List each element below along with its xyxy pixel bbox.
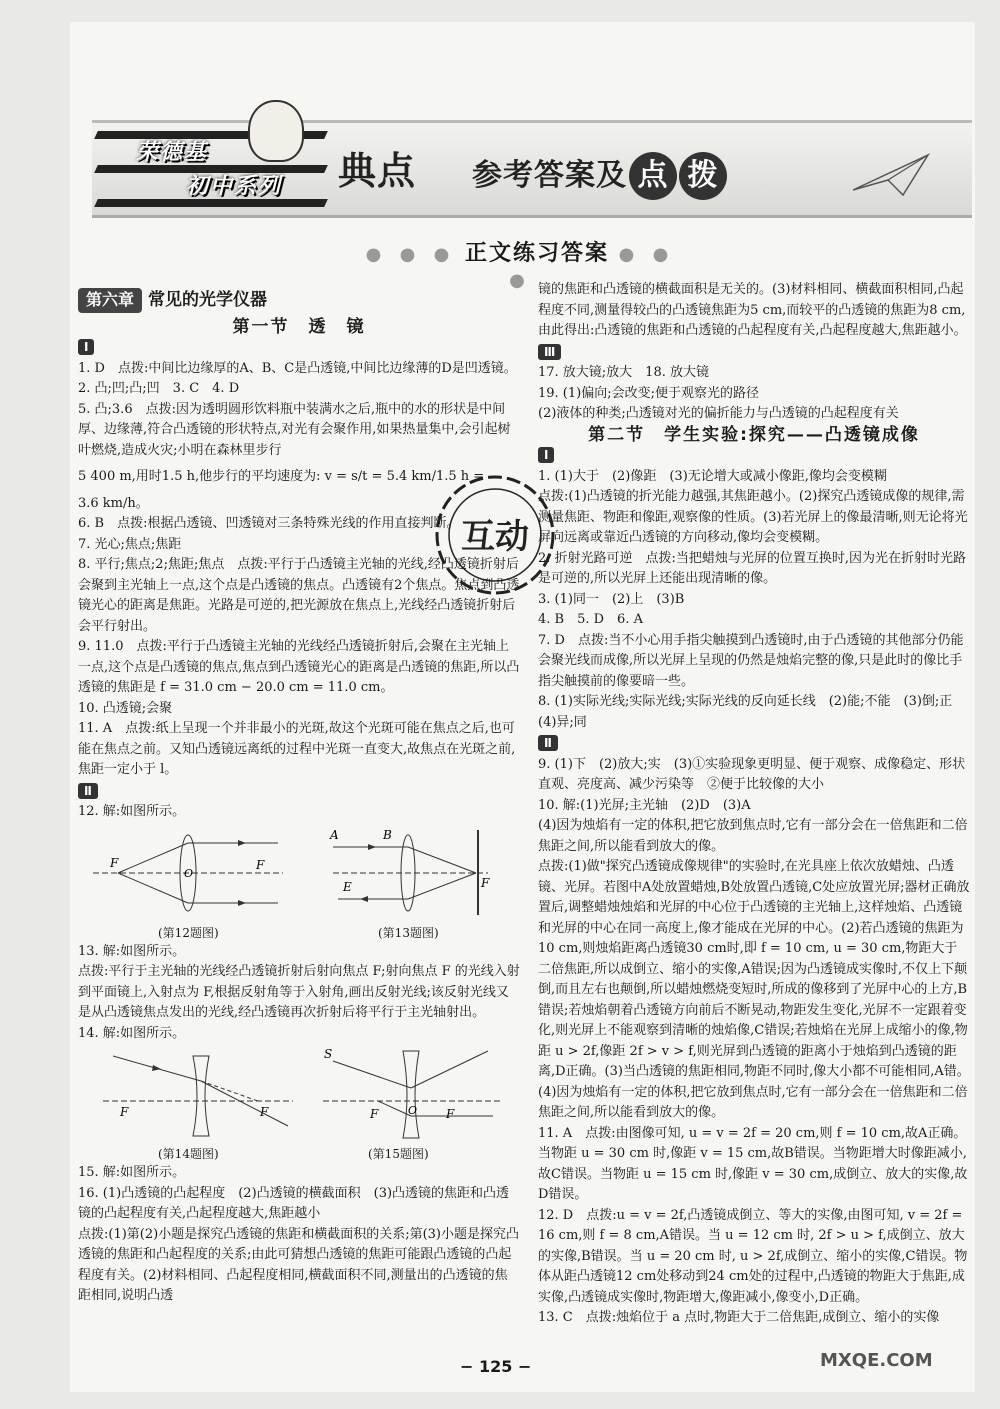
svg-text:F: F <box>256 857 265 872</box>
answer-item: 5 400 m,用时1.5 h,他步行的平均速度为: v = s/t = 5.4 km/1.5 h = <box>78 469 485 484</box>
svg-text:E: E <box>343 879 352 894</box>
answer-item: 4. B 5. D 6. A <box>538 612 643 627</box>
answer-note: 点拨:(1)第(2)小题是探究凸透镜的焦距和横截面积的关系;第(3)小题是探究凸透镜的焦距和凸起程度的关系;由此可猜想凸透镜的焦距可能跟凸透镜的凸起程度有关。(2)材料相同、凸起程度相同,横截面积不同,测量出的凸透镜的焦距相同,说明凸透 <box>78 1226 520 1303</box>
chapter-title: 常见的光学仪器 <box>148 290 268 310</box>
answer-item: 2. 折射光路可逆 点拨:当把蜡烛与光屏的位置互换时,因为光在折射时光路是可逆的,所以光屏上还能出现清晰的像。 <box>538 550 967 586</box>
answer-item: 11. A 点拨:纸上呈现一个并非最小的光斑,故这个光斑可能在焦点之后,也可能在焦点之前。又知凸透镜远离纸的过程中光斑一直变大,故焦点在光斑之前,焦距一定小于 l。 <box>78 721 516 777</box>
answer-item: 镜的焦距和凸透镜的横截面积是无关的。(3)材料相同、横截面积相同,凸起程度不同,测量得较凸的凸透镜焦距为5 cm,而较平的凸透镜的焦距为8 cm,由此得出:凸透镜的焦距和凸透镜的凸起程度有关,凸起程度越大,焦距越小。 <box>538 282 967 338</box>
answer-item: 13. C 点拨:烛焰位于 a 点时,物距大于二倍焦距,成倒立、缩小的实像 <box>538 1310 940 1325</box>
answer-note: 点拨:平行于主光轴的光线经凸透镜折射后射向焦点 F;射向焦点 F 的光线入射到平面镜上,入射点为 F,根据反射角等于入射角,画出反射光线;该反射光线又是从凸透镜焦点发出的光线,经凸透镜再次折射后将平行于主光轴射出。 <box>78 964 520 1020</box>
figure-12 <box>88 825 288 920</box>
answer-item: 5. 凸;3.6 点拨:因为透明圆形饮料瓶中装满水之后,瓶中的水的形状是中间厚、边缘薄,符合凸透镜的形状特点,对光有会聚作用,如果热量集中,会引起树叶燃烧,造成火灾;小明在森林里步行 <box>78 401 511 458</box>
answer-item: 3. (1)同一 (2)上 (3)B <box>538 591 685 607</box>
answer-item: 3.6 km/h。 <box>78 495 149 511</box>
figure-row-12-13 <box>78 825 520 940</box>
figure-row-14-15 <box>78 1046 520 1161</box>
title-circle-1: 点 <box>629 152 677 200</box>
watermark-text: MXQE.COM <box>820 1350 933 1371</box>
answer-item: 12. 解:如图所示。 <box>78 804 186 819</box>
circular-stamp <box>420 470 570 600</box>
svg-text:F: F <box>110 855 119 870</box>
svg-text:O: O <box>184 866 194 880</box>
answer-item: 7. 光心;焦点;焦距 <box>78 536 182 552</box>
svg-text:F: F <box>370 1107 379 1121</box>
level-badge: Ⅲ <box>538 344 561 360</box>
answer-item: 12. D 点拨:u = v = 2f,凸透镜成倒立、等大的实像,由图可知, v = 2f = 16 cm,则 f = 8 cm,A错误。当 u = 12 cm 时, 2f > u > f,成倒立、放大的实像,B错误。当 u = 20 cm 时, u > 2f,成倒立、缩小的实像,C错误。物体从距凸透镜12 cm处移动到24 cm处的过程中,凸透镜的物距大于焦距,成实像,凸透镜成实像时,物距增大,像距减小,像变小,D正确。 <box>538 1207 968 1305</box>
answer-item: 16. (1)凸透镜的凸起程度 (2)凸透镜的横截面积 (3)凸透镜的焦距和凸透镜的凸起程度有关,凸起程度越大,焦距越小 <box>78 1185 510 1221</box>
author-portrait-icon <box>248 100 304 162</box>
section-title-text: 正文练习答案 <box>464 241 609 266</box>
level-badge: Ⅰ <box>538 447 554 463</box>
banner-title <box>472 150 727 200</box>
answer-item: 10. 凸透镜;会聚 <box>78 700 173 716</box>
svg-text:O: O <box>408 1104 418 1117</box>
answer-item: 8. 平行;焦点;2;焦距;焦点 点拨:平行于凸透镜主光轴的光线,经凸透镜折射后会聚到主光轴上一点,这个点是凸透镜的焦点。凸透镜有2个焦点。焦点到凸透镜光心的距离是焦距。光路是可逆的,把光源放在焦点上,光线经凸透镜折射后会平行射出。 <box>78 557 520 634</box>
figure-caption: (第13题图) <box>378 925 439 940</box>
level-badge: Ⅰ <box>78 339 94 355</box>
left-column <box>78 288 520 1307</box>
svg-text:S: S <box>324 1047 333 1061</box>
right-column <box>538 280 970 1329</box>
answer-item: 11. A 点拨:由图像可知, u = v = 2f = 20 cm,则 f = 10 cm,故A正确。当物距 u = 30 cm 时,像距 v = 15 cm,故B错误。当物距增大时像距减小,故C错误。当物距 u = 15 cm 时,像距 v = 30 cm,成倒立、放大的实像,故D错误。 <box>538 1125 968 1202</box>
answer-item: 15. 解:如图所示。 <box>78 1165 186 1180</box>
answer-item: 6. B 点拨:根据凸透镜、凹透镜对三条特殊光线的作用直接判断。 <box>78 516 460 531</box>
answer-item: 17. 放大镜;放大 18. 放大镜 <box>538 365 709 380</box>
chapter-label: 第六章 <box>78 288 142 313</box>
answer-item: 7. D 点拨:当不小心用手指尖触摸到凸透镜时,由于凸透镜的其他部分仍能会聚光线而成像,所以光屏上呈现的仍然是烛焰完整的像,只是此时的像比手指尖触摸前的像要暗一些。 <box>538 632 964 689</box>
answer-item: 8. (1)实际光线;实际光线;实际光线的反向延长线 (2)能;不能 (3)倒;正 (4)异;同 <box>538 694 966 730</box>
answer-item: 9. 11.0 点拨:平行于凸透镜主光轴的光线经凸透镜折射后,会聚在主光轴上一点,这个点是凸透镜的焦点,焦点到凸透镜光心的距离是凸透镜的焦距,所以凸透镜的焦距是 f = 31.0 cm − 20.0 cm = 11.0 cm。 <box>78 639 520 695</box>
answer-item: (2)液体的种类;凸透镜对光的偏折能力与凸透镜的凸起程度有关 <box>538 406 899 421</box>
answer-item: 13. 解:如图所示。 <box>78 943 186 959</box>
paper-plane-icon <box>848 150 948 200</box>
section-title: ● ● ● 正文练习答案 ● ● ● <box>365 241 675 291</box>
answer-item: 19. (1)偏向;会改变;便于观察光的路径 <box>538 385 759 401</box>
answer-item: (4)因为烛焰有一定的体积,把它放到焦点时,它有一部分会在一倍焦距和二倍焦距之间,所以能看到放大的像。 <box>538 818 968 854</box>
answer-item: 10. 解:(1)光屏;主光轴 (2)D (3)A <box>538 797 751 813</box>
svg-text:F: F <box>260 1105 269 1119</box>
answer-note: 点拨:(1)做"探究凸透镜成像规律"的实验时,在光具座上依次放蜡烛、凸透镜、光屏。若图中A处放置蜡烛,B处放置凸透镜,C处应放置光屏;器材正确放置后,调整蜡烛烛焰和光屏的中心位于凸透镜的主光轴上,这样烛焰、凸透镜和光屏的中心在同一高度上,像才能成在光屏的中心。(2)若凸透镜的焦距为10 cm,则烛焰距离凸透镜30 cm时,即 f = 10 cm, u = 30 cm,物距大于二倍焦距,所以成倒立、缩小的实像,A错误;因为凸透镜成实像时,不仅上下颠倒,而且左右也颠倒,所以蜡烛燃烧变短时,所成的像移到了光屏中心的上方,B错误;若烛焰朝着凸透镜方向前后不断晃动,物距发生变化,光屏不一定跟着变化,则光屏上不能观察到清晰的烛焰像,C错误;若烛焰在光屏上成缩小的像,物距 u > 2f,像距 2f > v > f,则光屏到凸透镜的距离小于烛焰到凸透镜的距离,D正确。(3)当凸透镜的焦距相同,物距不同时,像大小都不可能相同,A错。(4)因为烛焰有一定的体积,把它放到焦点时,它有一部分会在一倍焦距和二倍焦距之间,所以能看到放大的像。 <box>538 859 970 1120</box>
logo-line1: 荣德基 <box>136 140 209 165</box>
brand-name: 典点 <box>338 149 417 193</box>
level-badge: Ⅱ <box>78 783 98 799</box>
answer-item: 9. (1)下 (2)放大;实 (3)①实验现象更明显、便于观察、成像稳定、形状直观、亮度高、减少污染等 ②便于比较像的大小 <box>538 756 966 792</box>
figure-caption: (第12题图) <box>158 925 219 940</box>
page-number: − 125 − <box>460 1357 532 1376</box>
level-badge: Ⅱ <box>538 735 558 751</box>
figure-caption: (第14题图) <box>158 1147 219 1161</box>
answer-note: 点拨:(1)凸透镜的折光能力越强,其焦距越小。(2)探究凸透镜成像的规律,需测量焦距、物距和像距,观察像的性质。(3)若光屏上的像最清晰,则无论将光屏向远离或靠近凸透镜的方向移动,像均会变模糊。 <box>538 489 968 545</box>
stamp-text: 互动 <box>461 517 529 557</box>
svg-text:F: F <box>120 1105 129 1119</box>
logo-line2: 初中系列 <box>186 174 283 199</box>
figure-14 <box>98 1046 298 1141</box>
answer-item: 1. D 点拨:中间比边缘厚的A、B、C是凸透镜,中间比边缘薄的D是凹透镜。 <box>78 360 517 376</box>
figure-15 <box>318 1046 508 1141</box>
banner-title-text: 参考答案及 <box>472 158 627 193</box>
answer-item: 2. 凸;凹;凸;凹 3. C 4. D <box>78 381 240 396</box>
section1-title: 第一节 透 镜 <box>232 316 366 337</box>
svg-text:F: F <box>481 875 490 890</box>
svg-text:B: B <box>383 827 392 842</box>
answer-item: 1. (1)大于 (2)像距 (3)无论增大或减小像距,像均会变模糊 <box>538 468 887 484</box>
answer-item: 14. 解:如图所示。 <box>78 1025 186 1041</box>
svg-text:A: A <box>330 827 339 842</box>
figure-caption: (第15题图) <box>368 1147 429 1161</box>
figure-13 <box>328 825 498 920</box>
title-circle-2: 拨 <box>679 152 727 200</box>
section2-title: 第二节 学生实验:探究——凸透镜成像 <box>588 424 920 445</box>
svg-text:F: F <box>446 1107 455 1121</box>
